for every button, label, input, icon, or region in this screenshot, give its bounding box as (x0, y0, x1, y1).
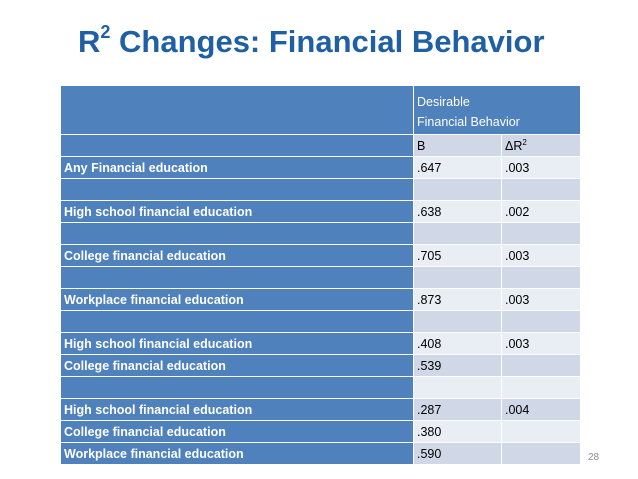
row-label (61, 377, 414, 399)
row-dr-value (502, 443, 581, 465)
table-row (61, 289, 581, 311)
row-label (61, 223, 414, 245)
row-label: Workplace financial education (61, 289, 414, 311)
row-b-value (414, 267, 502, 289)
table-row (61, 157, 581, 179)
row-dr-value: .003 (502, 289, 581, 311)
subheader-row (61, 135, 581, 157)
table-row (61, 267, 581, 289)
table-header-row (61, 86, 581, 135)
header-blank-cell (61, 86, 414, 135)
table-row (61, 201, 581, 223)
row-b-value: .873 (414, 289, 502, 311)
row-label (61, 311, 414, 333)
table-row (61, 443, 581, 465)
row-dr-value: .003 (502, 245, 581, 267)
table-row (61, 311, 581, 333)
row-dr-value (502, 223, 581, 245)
row-dr-value (502, 355, 581, 377)
row-b-value: .539 (414, 355, 502, 377)
slide-title (78, 24, 545, 60)
row-dr-value (502, 421, 581, 443)
row-b-value: .638 (414, 201, 502, 223)
row-label: Any Financial education (61, 157, 414, 179)
col-dr-header (502, 135, 581, 157)
row-dr-value (502, 377, 581, 399)
table-row (61, 333, 581, 355)
table-row (61, 179, 581, 201)
table-row (61, 355, 581, 377)
row-dr-value: .004 (502, 399, 581, 421)
row-label: High school financial education (61, 399, 414, 421)
row-dr-value: .003 (502, 333, 581, 355)
row-label: High school financial education (61, 201, 414, 223)
header-line-2: Financial Behavior (417, 115, 520, 129)
row-label: College financial education (61, 421, 414, 443)
table-row (61, 245, 581, 267)
row-b-value: .705 (414, 245, 502, 267)
row-dr-value (502, 267, 581, 289)
col-dr-text: ΔR (505, 139, 523, 154)
col-dr-superscript: 2 (522, 137, 527, 147)
subheader-blank-cell (61, 135, 414, 157)
row-b-value: .287 (414, 399, 502, 421)
title-prefix: R (78, 24, 101, 59)
table-row (61, 377, 581, 399)
table-row (61, 399, 581, 421)
header-outcome-cell (414, 86, 581, 135)
row-dr-value (502, 179, 581, 201)
row-b-value: .647 (414, 157, 502, 179)
row-b-value: .380 (414, 421, 502, 443)
page-number: 28 (588, 452, 600, 463)
title-suffix: Changes: Financial Behavior (110, 24, 545, 59)
title-superscript: 2 (100, 22, 111, 42)
header-line-1: Desirable (417, 95, 470, 109)
table-row (61, 421, 581, 443)
row-dr-value (502, 311, 581, 333)
row-label: High school financial education (61, 333, 414, 355)
row-label (61, 179, 414, 201)
row-b-value (414, 377, 502, 399)
row-label: Workplace financial education (61, 443, 414, 465)
col-b-header: B (414, 135, 502, 157)
row-label: College financial education (61, 245, 414, 267)
row-dr-value: .002 (502, 201, 581, 223)
row-label (61, 267, 414, 289)
row-b-value (414, 223, 502, 245)
row-dr-value: .003 (502, 157, 581, 179)
row-b-value: .590 (414, 443, 502, 465)
row-b-value (414, 311, 502, 333)
row-label: College financial education (61, 355, 414, 377)
results-table (60, 85, 581, 465)
row-b-value: .408 (414, 333, 502, 355)
row-b-value (414, 179, 502, 201)
table-row (61, 223, 581, 245)
